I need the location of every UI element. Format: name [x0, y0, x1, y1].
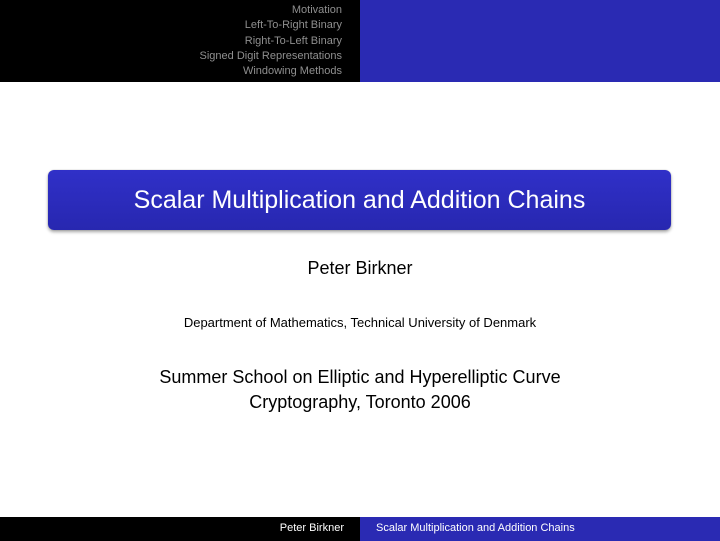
- nav-item-signed-digit-representations[interactable]: Signed Digit Representations: [199, 49, 342, 62]
- nav-item-left-to-right-binary[interactable]: Left-To-Right Binary: [244, 19, 342, 32]
- footer-left-panel: [0, 517, 360, 541]
- nav-item-windowing-methods[interactable]: Windowing Methods: [242, 65, 342, 78]
- event-line-2: Cryptography, Toronto 2006: [249, 392, 471, 412]
- header-left-panel: [0, 0, 360, 82]
- header-bar: [0, 0, 720, 82]
- event-name: [0, 365, 720, 415]
- footer-author: Peter Birkner: [279, 522, 344, 534]
- header-right-panel: [360, 0, 720, 82]
- footer-right-panel: [360, 517, 720, 541]
- nav-item-motivation[interactable]: Motivation: [291, 4, 342, 16]
- footer-title: Scalar Multiplication and Addition Chains: [376, 522, 575, 534]
- presentation-title: Scalar Multiplication and Addition Chains: [133, 185, 586, 214]
- footer-bar: [0, 517, 720, 541]
- title-block: [48, 170, 671, 230]
- nav-item-right-to-left-binary[interactable]: Right-To-Left Binary: [244, 34, 342, 47]
- institute-name: Department of Mathematics, Technical University of Denmark: [183, 315, 537, 330]
- author-name: Peter Birkner: [307, 258, 413, 278]
- section-navigation: [200, 3, 342, 79]
- event-line-1: Summer School on Elliptic and Hyperelliptic Curve: [159, 367, 561, 387]
